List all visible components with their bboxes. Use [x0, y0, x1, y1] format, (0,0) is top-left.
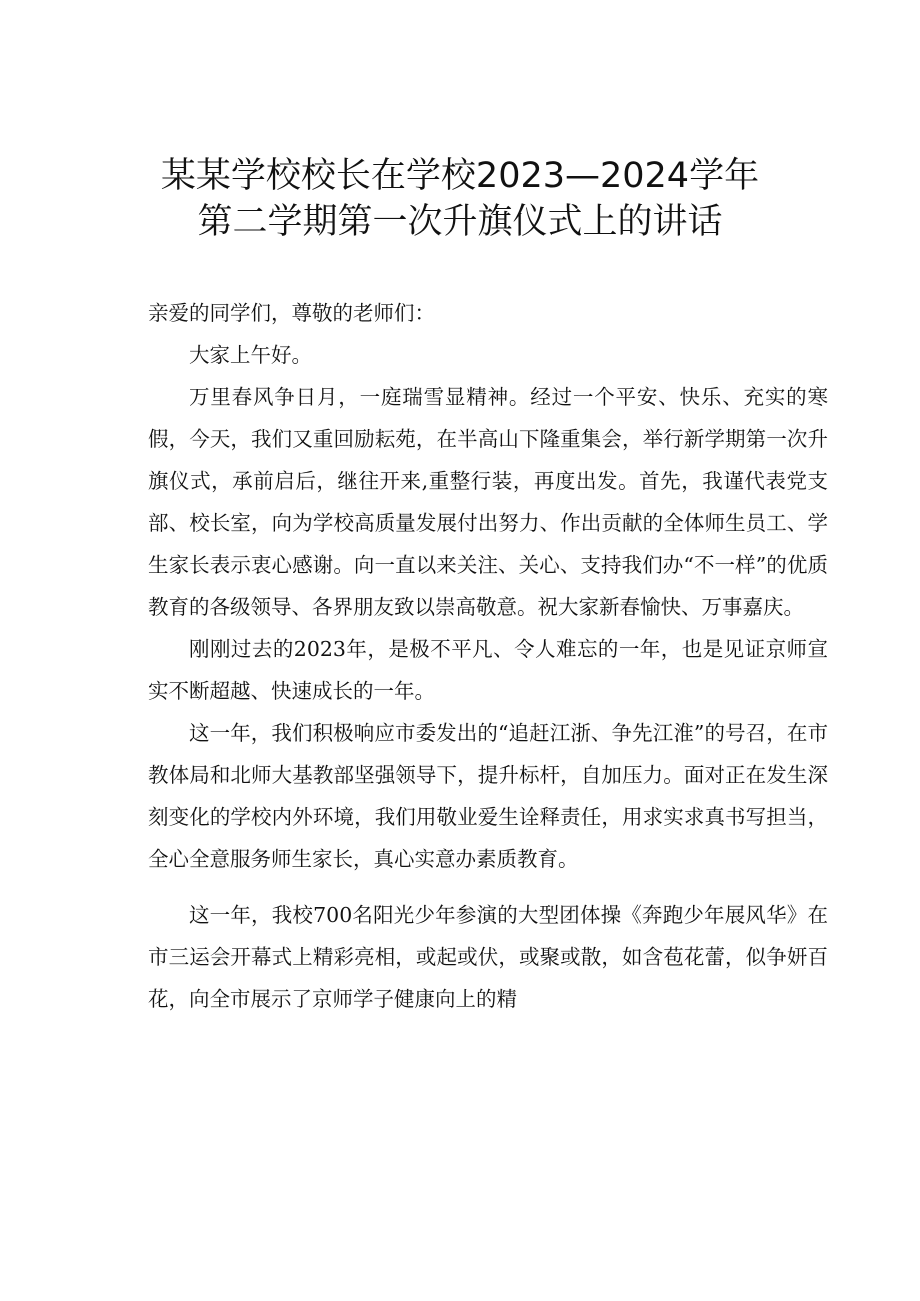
paragraph-greeting: 大家上午好。	[189, 343, 312, 367]
paragraph-opening: 万里春风争日月，一庭瑞雪显精神。经过一个平安、快乐、充实的寒假，今天，我们又重回励耘苑，在半高山下隆重集会，举行新学期第一次升旗仪式，承前启后，继往开来,重整行装，再度出发。首先，我谨代表党支部、校长室，向为学校高质量发展付出努力、作出贡献的全体师生员工、学生家长表示衷心感谢。向一直以来关注、关心、支持我们办“不一样”的优质教育的各级领导、各界朋友致以崇高敬意。祝大家新春愉快、万事嘉庆。	[148, 385, 828, 619]
paragraph-response: 这一年，我们积极响应市委发出的“追赶江浙、争先江淮”的号召，在市教体局和北师大基教部坚强领导下，提升标杆，自加压力。面对正在发生深刻变化的学校内外环境，我们用敬业爱生诠释责任，用求实求真书写担当，全心全意服务师生家长，真心实意办素质教育。	[148, 721, 828, 871]
salutation: 亲爱的同学们，尊敬的老师们：	[148, 301, 435, 325]
document-body	[148, 292, 828, 1020]
paragraph-performance: 这一年，我校700名阳光少年参演的大型团体操《奔跑少年展风华》在市三运会开幕式上精彩亮相，或起或伏，或聚或散，如含苞花蕾，似争妍百花，向全市展示了京师学子健康向上的精	[148, 903, 828, 1011]
title-line-1: 某某学校校长在学校2023—2024学年	[160, 156, 760, 196]
title-line-2: 第二学期第一次升旗仪式上的讲话	[197, 202, 723, 242]
paragraph-review: 刚刚过去的2023年，是极不平凡、令人难忘的一年，也是见证京师宣实不断超越、快速成长的一年。	[148, 637, 828, 703]
document-title	[0, 153, 920, 245]
